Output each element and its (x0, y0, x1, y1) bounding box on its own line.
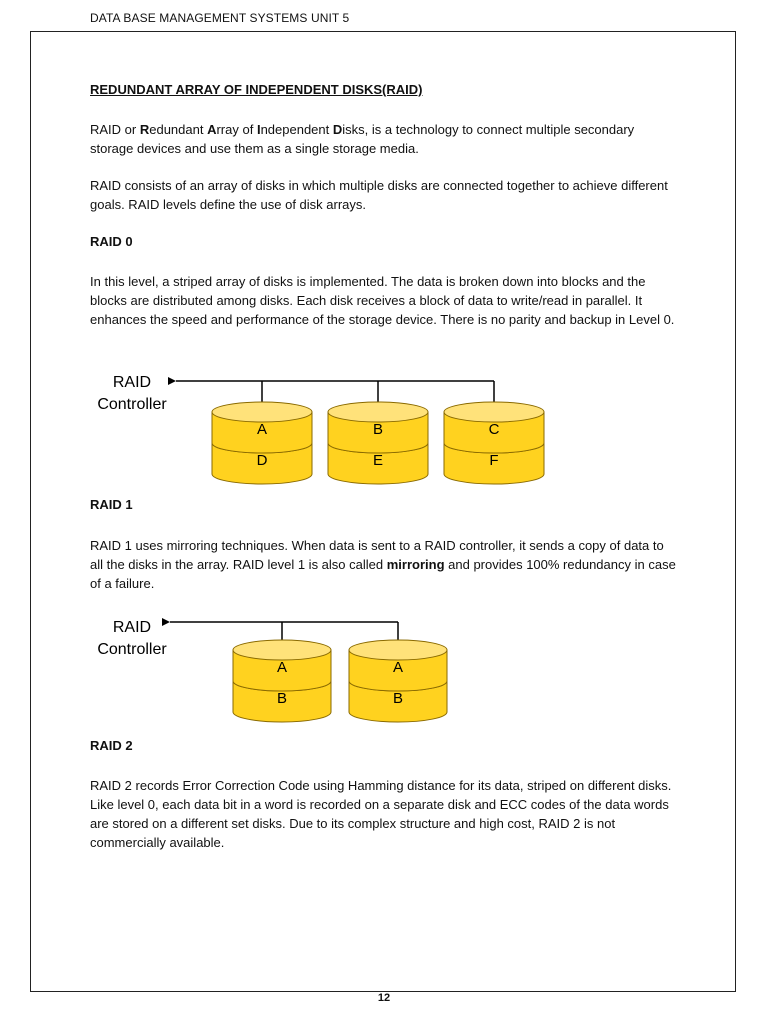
raid1-p-segment: RAID 1 uses mirroring techniques. When data is sent to a RAID controller, it sends a copy of data to all the disks in the array. RAID level 1 is also called (90, 538, 664, 572)
raid0-arrow-head (168, 377, 176, 385)
raid1-disk-stack-2 (349, 640, 447, 722)
intro-p1-segment: isks, is a technology to connect multiple secondary storage devices and use them as a single storage media. (90, 122, 635, 156)
raid1-controller-label-line1: RAID (112, 619, 152, 636)
intro-p1-segment: rray of (216, 122, 257, 137)
raid1-disks (233, 640, 447, 722)
page-header: DATA BASE MANAGEMENT SYSTEMS UNIT 5 (90, 11, 350, 25)
intro-p1-segment: I (256, 122, 261, 137)
raid1-heading: RAID 1 (90, 497, 133, 512)
intro-p1-segment: ndependent (260, 122, 333, 137)
raid0-paragraph: In this level, a striped array of disks is implemented. The data is broken down into blocks and the blocks are distributed among disks. Each disk receives a block of data to write/read in parallel. It enhances the speed and performance of the storage device. There is no parity and backup in Level 0. (90, 274, 675, 327)
raid1-p-segment: mirroring (386, 557, 445, 572)
raid0-disk-stack-3 (444, 402, 544, 484)
raid0-disk-top-cap (328, 402, 428, 422)
raid1-disk-top-cap (349, 640, 447, 660)
raid0-diagram (0, 365, 768, 485)
raid0-disk-label-top: A (256, 421, 268, 438)
raid0-disk-label-bottom: D (256, 452, 268, 469)
raid1-disk-label-top: A (392, 659, 404, 676)
raid0-disk-label-top: C (488, 421, 500, 438)
raid0-disk-top-cap (212, 402, 312, 422)
intro-paragraph-2: RAID consists of an array of disks in which multiple disks are connected together to achieve different goals. RAID levels define the use of disk arrays. (90, 178, 668, 212)
raid0-disk-stack-2 (328, 402, 428, 484)
raid0-disk-top-cap (444, 402, 544, 422)
raid1-paragraph (90, 536, 680, 593)
intro-p1-segment: RAID or (90, 122, 140, 137)
raid0-controller-label-line1: RAID (112, 374, 152, 391)
intro-p1-segment: edundant (149, 122, 208, 137)
page-number: 12 (377, 992, 391, 1004)
raid1-disk-top-cap (233, 640, 331, 660)
raid0-heading: RAID 0 (90, 234, 133, 249)
raid1-diagram (0, 608, 768, 724)
raid1-arrow-head (162, 618, 170, 626)
raid1-controller-label-line2: Controller (97, 641, 167, 658)
intro-paragraph-1 (90, 120, 680, 158)
raid2-paragraph: RAID 2 records Error Correction Code using Hamming distance for its data, striped on different disks. Like level 0, each data bit in a word is recorded on a separate disk and ECC codes of the data words are stored on a different set disks. Due to its complex structure and high cost, RAID 2 is not commercially available. (90, 778, 672, 850)
raid1-disk-label-top: A (276, 659, 288, 676)
intro-p1-segment: A (207, 122, 217, 137)
raid0-disk-label-bottom: F (489, 452, 499, 469)
raid0-disk-label-top: B (372, 421, 384, 438)
intro-p1-segment: R (139, 122, 150, 137)
raid1-diagram-svg (0, 608, 768, 724)
raid0-disks (212, 402, 544, 484)
raid1-disk-label-bottom: B (392, 690, 404, 707)
raid0-diagram-svg (0, 365, 768, 485)
raid1-disk-stack-1 (233, 640, 331, 722)
raid0-disk-label-bottom: E (372, 452, 384, 469)
raid1-disk-label-bottom: B (276, 690, 288, 707)
raid1-p-segment: and provides 100% redundancy in case of a failure. (90, 557, 676, 591)
intro-p1-segment: D (332, 122, 343, 137)
raid2-heading: RAID 2 (90, 738, 133, 753)
raid0-controller-label-line2: Controller (97, 396, 167, 413)
section-title: REDUNDANT ARRAY OF INDEPENDENT DISKS(RAID) (90, 82, 423, 97)
raid0-disk-stack-1 (212, 402, 312, 484)
